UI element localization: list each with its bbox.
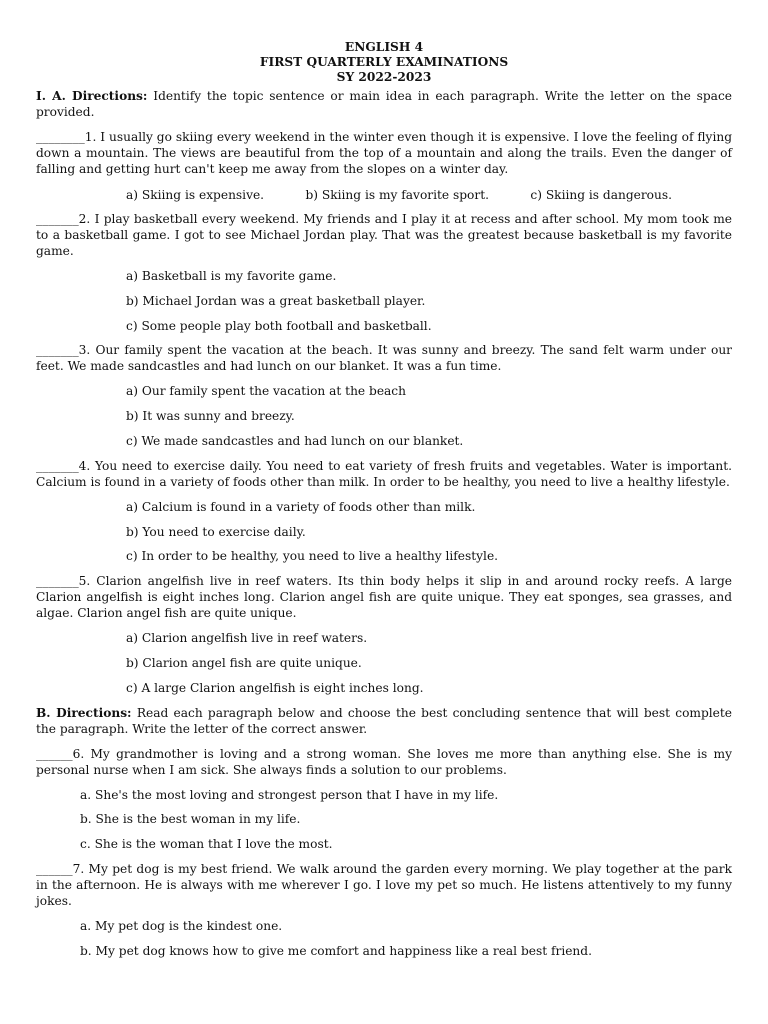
subject-title: ENGLISH 4	[344, 40, 424, 54]
option-6a: a. She's the most loving and strongest person that I have in my life.	[80, 787, 499, 802]
option-1c: c) Skiing is dangerous.	[530, 188, 672, 202]
answer-blank-5[interactable]: _______	[36, 574, 79, 589]
option-2b: b) Michael Jordan was a great basketball player.	[126, 293, 426, 308]
option-1b: b) Skiing is my favorite sport.	[305, 188, 489, 202]
question-1-text: 1. I usually go skiing every weekend in the winter even though it is expensive. I love the feeling of flying down a mountain. The views are beautiful from the top of a mountain and along the trails. Even the danger of falling and getting hurt can't keep me away from the slopes on a winter day.	[36, 130, 732, 176]
section-a-label: I. A. Directions:	[36, 89, 148, 103]
question-4	[36, 458, 732, 490]
option-2c: c) Some people play both football and basketball.	[126, 318, 432, 333]
exam-content	[36, 88, 732, 968]
question-3-options	[36, 383, 732, 449]
question-3	[36, 342, 732, 374]
section-b-directions	[36, 705, 732, 737]
question-6	[36, 746, 732, 778]
question-4-text: 4. You need to exercise daily. You need to eat variety of fresh fruits and vegetables. Water is important. Calcium is found in a variety of foods other than milk. In order to be healthy, you need to live a healthy lifestyle.	[36, 458, 732, 489]
option-1a: a) Skiing is expensive.	[126, 188, 265, 202]
question-5	[36, 573, 732, 621]
answer-blank-2[interactable]: _______	[36, 212, 79, 226]
answer-blank-6[interactable]: ______	[36, 746, 73, 761]
question-2	[36, 211, 732, 259]
question-3-text: 3. Our family spent the vacation at the beach. It was sunny and breezy. The sand felt warm under our feet. We made sandcastles and had lunch on our blanket. It was a fun time.	[36, 343, 732, 374]
exam-title: FIRST QUARTERLY EXAMINATIONS	[259, 55, 509, 69]
question-5-text: 5. Clarion angelfish live in reef waters. Its thin body helps it slip in and around rocky reefs. A large Clarion angelfish is eight inches long. Clarion angel fish are quite unique. They eat sponges, sea grasses, and algae. Clarion angel fish are quite unique.	[36, 574, 732, 621]
answer-blank-7[interactable]: ______	[36, 861, 73, 876]
question-6-text: 6. My grandmother is loving and a strong woman. She loves me more than anything else. She is my personal nurse when I am sick. She always finds a solution to our problems.	[36, 746, 732, 777]
question-4-options	[36, 499, 732, 565]
option-5a: a) Clarion angelfish live in reef waters.	[126, 631, 368, 646]
question-7-options	[36, 918, 732, 959]
option-3c: c) We made sandcastles and had lunch on our blanket.	[126, 433, 464, 448]
option-3a: a) Our family spent the vacation at the beach	[126, 384, 406, 399]
section-a-directions	[36, 88, 732, 120]
option-5c: c) A large Clarion angelfish is eight inches long.	[126, 680, 424, 695]
answer-blank-1[interactable]: ________	[36, 130, 85, 144]
question-2-text: 2. I play basketball every weekend. My friends and I play it at recess and after school. My mom took me to a basketball game. I got to see Michael Jordan play. That was the greatest because basketball is my favorite game.	[36, 212, 732, 258]
question-2-options	[36, 268, 732, 334]
option-4b: b) You need to exercise daily.	[126, 524, 306, 539]
option-6c: c. She is the woman that I love the most.	[80, 837, 333, 852]
option-7a: a. My pet dog is the kindest one.	[80, 918, 283, 933]
answer-blank-4[interactable]: _______	[36, 458, 79, 473]
section-a-text: Identify the topic sentence or main idea in each paragraph. Write the letter on the space provided.	[36, 89, 732, 119]
question-1	[36, 129, 732, 177]
option-3b: b) It was sunny and breezy.	[126, 409, 295, 424]
question-7	[36, 861, 732, 909]
answer-blank-3[interactable]: _______	[36, 343, 79, 358]
exam-header	[0, 40, 768, 85]
section-b-label: B. Directions:	[36, 705, 132, 720]
question-5-options	[36, 630, 732, 696]
school-year: SY 2022-2023	[336, 70, 432, 84]
section-b-text: Read each paragraph below and choose the best concluding sentence that will best complete the paragraph. Write the letter of the correct answer.	[36, 705, 732, 736]
option-7b: b. My pet dog knows how to give me comfort and happiness like a real best friend.	[80, 943, 592, 958]
option-5b: b) Clarion angel fish are quite unique.	[126, 655, 362, 670]
option-6b: b. She is the best woman in my life.	[80, 812, 301, 827]
question-6-options	[36, 787, 732, 853]
question-1-options	[36, 187, 732, 203]
option-4c: c) In order to be healthy, you need to live a healthy lifestyle.	[126, 549, 499, 564]
option-2a: a) Basketball is my favorite game.	[126, 269, 337, 283]
question-7-text: 7. My pet dog is my best friend. We walk around the garden every morning. We play together at the park in the afternoon. He is always with me wherever I go. I love my pet so much. He listens attentively to my funny jokes.	[36, 861, 732, 908]
option-4a: a) Calcium is found in a variety of foods other than milk.	[126, 499, 476, 514]
